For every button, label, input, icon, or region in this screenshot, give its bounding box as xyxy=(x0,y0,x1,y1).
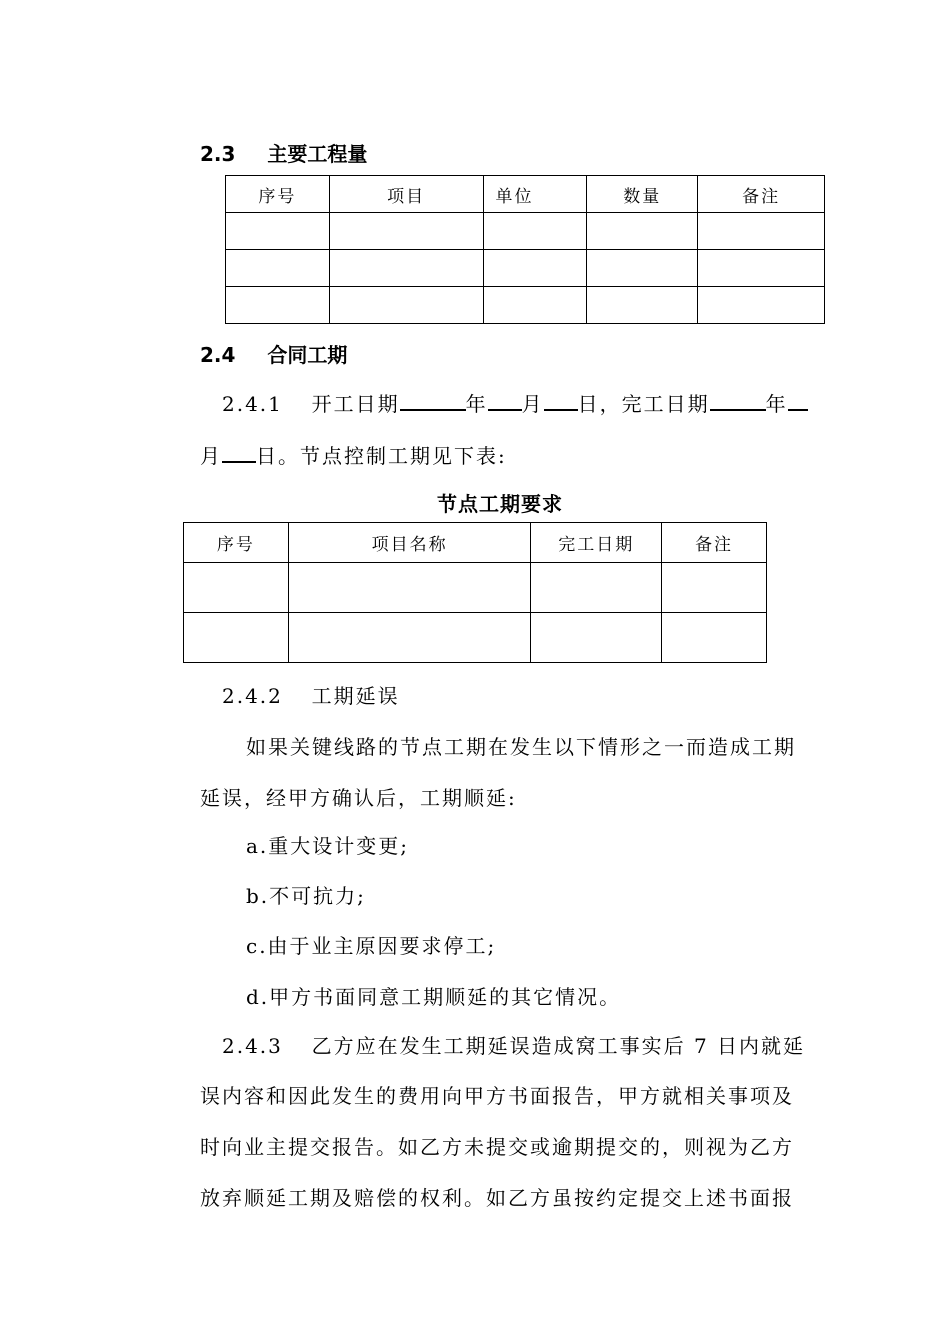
table-row xyxy=(226,213,825,250)
paragraph-text: 乙方应在发生工期延误造成窝工事实后 7 日内就延 xyxy=(311,1034,806,1058)
table-cell xyxy=(226,287,330,324)
clause-number: 2.4.3 xyxy=(222,1034,283,1058)
table-row xyxy=(184,613,767,663)
clause-number: 2.4.1 xyxy=(222,392,283,416)
clause-2-4-2-heading xyxy=(222,680,400,709)
table-cell xyxy=(698,287,825,324)
table-cell xyxy=(662,563,767,613)
clause-2-4-3-line-1 xyxy=(222,1030,805,1059)
table-cell xyxy=(483,213,587,250)
list-item: c.由于业主原因要求停工; xyxy=(246,934,497,958)
table-cell xyxy=(531,613,662,663)
table-cell xyxy=(587,250,698,287)
table-cell xyxy=(698,250,825,287)
start-year-blank xyxy=(400,389,466,411)
table-cell xyxy=(483,287,587,324)
table-cell xyxy=(587,213,698,250)
column-header: 项目 xyxy=(329,176,483,213)
end-year-blank xyxy=(710,389,766,411)
end-date-label: 完工日期 xyxy=(621,392,710,416)
paragraph-line: 时向业主提交报告。如乙方未提交或逾期提交的，则视为乙方 xyxy=(200,1135,794,1159)
quantity-table xyxy=(225,175,825,324)
paragraph-line: 延误，经甲方确认后，工期顺延: xyxy=(200,786,517,810)
table-cell xyxy=(662,613,767,663)
table-cell xyxy=(329,250,483,287)
table-cell xyxy=(587,287,698,324)
list-item: b.不可抗力; xyxy=(246,884,366,908)
table-cell xyxy=(226,213,330,250)
column-header: 完工日期 xyxy=(531,523,662,563)
column-header: 项目名称 xyxy=(288,523,531,563)
month-label: 月 xyxy=(200,444,222,468)
day-tail-text: 日。节点控制工期见下表: xyxy=(256,444,507,468)
day-label: 日， xyxy=(577,392,622,416)
table-cell xyxy=(698,213,825,250)
section-number: 2.3 xyxy=(200,142,236,166)
table-cell xyxy=(531,563,662,613)
month-label: 月 xyxy=(521,392,544,416)
paragraph-line: 如果关键线路的节点工期在发生以下情形之一而造成工期 xyxy=(246,735,796,759)
section-title: 合同工期 xyxy=(267,343,348,367)
column-header: 数量 xyxy=(587,176,698,213)
paragraph-line: 放弃顺延工期及赔偿的权利。如乙方虽按约定提交上述书面报 xyxy=(200,1186,794,1210)
table-header-row xyxy=(226,176,825,213)
table-cell xyxy=(288,563,531,613)
table-row xyxy=(226,287,825,324)
table-cell xyxy=(288,613,531,663)
table-cell xyxy=(184,563,289,613)
table-cell xyxy=(329,213,483,250)
column-header: 序号 xyxy=(226,176,330,213)
end-month-blank xyxy=(788,389,808,411)
clause-title: 工期延误 xyxy=(311,684,400,708)
paragraph-line: 误内容和因此发生的费用向甲方书面报告，甲方就相关事项及 xyxy=(200,1084,794,1108)
start-day-blank xyxy=(544,389,578,411)
table-cell xyxy=(483,250,587,287)
table-row xyxy=(184,563,767,613)
column-header: 单位 xyxy=(483,176,587,213)
section-title: 主要工程量 xyxy=(267,142,368,166)
list-item: a.重大设计变更; xyxy=(246,834,410,858)
clause-2-4-1-line-2 xyxy=(200,440,507,469)
end-day-blank xyxy=(222,441,256,463)
section-2-4-heading xyxy=(200,339,347,368)
list-item: d.甲方书面同意工期顺延的其它情况。 xyxy=(246,985,622,1009)
column-header: 序号 xyxy=(184,523,289,563)
section-number: 2.4 xyxy=(200,343,236,367)
column-header: 备注 xyxy=(662,523,767,563)
start-month-blank xyxy=(488,389,522,411)
node-schedule-table xyxy=(183,522,767,663)
table-row xyxy=(226,250,825,287)
clause-2-4-1-line-1 xyxy=(222,388,808,417)
table-cell xyxy=(329,287,483,324)
table-header-row xyxy=(184,523,767,563)
table-cell xyxy=(226,250,330,287)
year-label: 年 xyxy=(765,392,788,416)
table-cell xyxy=(184,613,289,663)
year-label: 年 xyxy=(465,392,488,416)
column-header: 备注 xyxy=(698,176,825,213)
node-table-title: 节点工期要求 xyxy=(437,492,563,516)
section-2-3-heading xyxy=(200,138,367,167)
start-date-label: 开工日期 xyxy=(311,392,400,416)
clause-number: 2.4.2 xyxy=(222,684,283,708)
